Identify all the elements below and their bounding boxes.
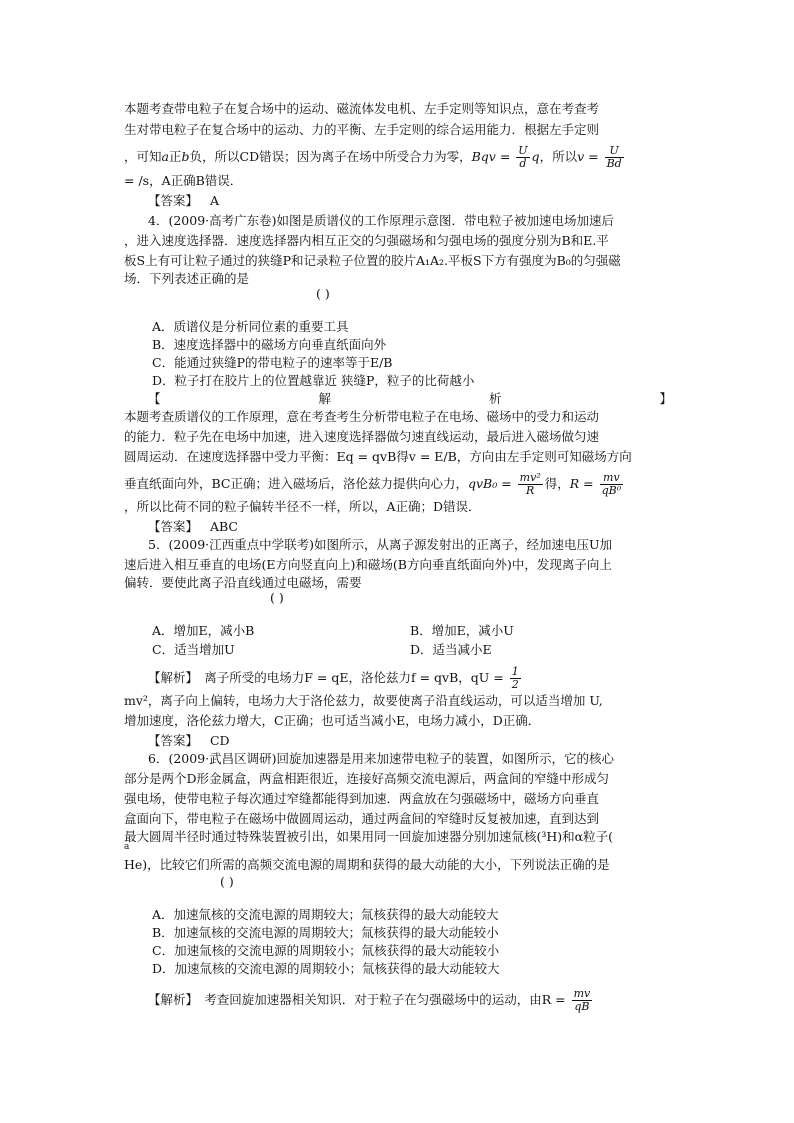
option-a: A．质谱仪是分析同位素的重要工具	[152, 319, 349, 334]
option-d: D．适当减小E	[410, 642, 492, 657]
option-a: A．增加E，减小B	[152, 623, 255, 638]
option-c: C．适当增加U	[152, 642, 235, 657]
explanation-heading: 【 解 析 】	[148, 391, 672, 406]
question-line: He)，比较它们所需的高频交流电源的周期和获得的最大动能的大小，下列说法正确的是	[124, 857, 610, 872]
text-line-formula: ，可知a正b负，所以CD错误；因为离子在场中所受合力为零，Bqv = $\frac{U}{d}$ q，所以v = $\frac{U}{Bd}$	[124, 145, 622, 170]
superscript-mark: a	[124, 842, 130, 852]
option-c: C．加速氚核的交流电源的周期较小；氚核获得的最大动能较小	[152, 943, 500, 958]
question-line: 偏转．要使此离子沿直线通过电磁场，需要	[124, 575, 362, 590]
answer-line: 【答案】 A	[148, 193, 219, 208]
explanation-line: 本题考查质谱仪的工作原理，意在考查考生分析带电粒子在电场、磁场中的受力和运动	[124, 409, 600, 424]
question-line: 5．(2009·江西重点中学联考)如图所示，从离子源发射出的正离子，经加速电压U加	[148, 537, 613, 552]
question-line: ，进入速度选择器．速度选择器内相互正交的匀强磁场和匀强电场的强度分别为B和E.平	[124, 233, 609, 248]
text-line: 生对带电粒子在复合场中的运动、力的平衡、左手定则的综合运用能力．根据左手定则	[124, 122, 600, 137]
explanation-formula-line: 【解析】 考查回旋加速器相关知识．对于粒子在匀强磁场中的运动，由R = $\frac{mv}{qB}$	[148, 988, 591, 1013]
fraction: $\frac{U}{d}$	[518, 145, 528, 170]
answer-line: 【答案】 ABC	[148, 519, 238, 534]
question-line: 6．(2009·武昌区调研)回旋加速器是用来加速带电粒子的装置，如图所示，它的核心	[148, 751, 614, 766]
explanation-line: 增加速度，洛伦兹力增大，C正确；也可适当减小E，电场力减小，D正确．	[124, 713, 541, 728]
option-a: A．加速氚核的交流电源的周期较大；氚核获得的最大动能较大	[152, 907, 499, 922]
explanation-line: mv²，离子向上偏转，电场力大于洛伦兹力，故要使离子沿直线运动，可以适当增加 U,	[124, 693, 603, 708]
option-d: D．粒子打在胶片上的位置越靠近 狭缝P，粒子的比荷越小	[152, 373, 475, 388]
question-line: 部分是两个D形金属盒，两盒相距很近，连接好高频交流电源后，两盒间的窄缝中形成匀	[124, 771, 610, 786]
answer-line: 【答案】 CD	[148, 733, 230, 748]
fraction: $\frac{\text{mv²}}{R}$	[519, 472, 541, 497]
option-b: B．速度选择器中的磁场方向垂直纸面向外	[152, 337, 387, 352]
text-line: 本题考查带电粒子在复合场中的运动、磁流体发电机、左手定则等知识点，意在考查考	[124, 101, 600, 116]
answer-paren: ( )	[316, 286, 330, 301]
fraction: $\frac{1}{2}$	[511, 666, 519, 691]
fraction: $\frac{U}{Bd}$	[606, 145, 622, 170]
explanation-line: 的能力．粒子先在电场中加速，进入速度选择器做匀速直线运动，最后进入磁场做匀速	[124, 429, 600, 444]
answer-paren: ( )	[270, 590, 284, 605]
option-b: B．加速氚核的交流电源的周期较大；氚核获得的最大动能较小	[152, 925, 499, 940]
explanation-formula-line: 【解析】 离子所受的电场力F = qE，洛伦兹力f = qvB，qU = $\frac{1}{2}$	[148, 666, 519, 691]
question-line: 板S上有可让粒子通过的狭缝P和记录粒子位置的胶片A₁A₂.平板S下方有强度为B₀的匀强磁	[124, 253, 621, 268]
question-line: 强电场，使带电粒子每次通过窄缝都能得到加速．两盒放在匀强磁场中，磁场方向垂直	[124, 791, 600, 806]
question-line: 速后进入相互垂直的电场(E方向竖直向上)和磁场(B方向垂直纸面向外)中，发现离子向上	[124, 557, 612, 572]
explanation-line: ，所以比荷不同的粒子偏转半径不一样，所以，A正确；D错误．	[124, 499, 481, 514]
question-line: 4．(2009·高考广东卷)如图是质谱仪的工作原理示意图．带电粒子被加速电场加速后	[148, 213, 614, 228]
question-line: 场．下列表述正确的是	[124, 271, 250, 286]
fraction: $\frac{mv}{qB}$	[573, 988, 591, 1013]
question-line: 最大圆周半径时通过特殊装置被引出，如果用同一回旋加速器分别加速氚核(³H)和α粒子(	[124, 829, 613, 844]
explanation-formula-line: 垂直纸面向外，BC正确；进入磁场后，洛伦兹力提供向心力，qvB₀ = $\frac{\text{mv²}}{R}$ 得，R = $\frac{mv}{\text{qB⁰}}$	[124, 472, 622, 497]
option-d: D．加速氚核的交流电源的周期较小；氚核获得的最大动能较大	[152, 961, 500, 976]
option-c: C．能通过狭缝P的带电粒子的速率等于E/B	[152, 355, 393, 370]
fraction: $\frac{mv}{\text{qB⁰}}$	[601, 472, 622, 497]
answer-paren: ( )	[220, 874, 234, 889]
text-line: = /s，A正确B错误．	[124, 173, 243, 188]
explanation-line: 圆周运动．在速度选择器中受力平衡：Eq = qvB得v = E/B，方向由左手定则可知磁场方向	[124, 449, 632, 464]
option-b: B．增加E，减小U	[410, 623, 514, 638]
question-line: 盒面向下，带电粒子在磁场中做圆周运动，通过两盒间的窄缝时反复被加速，直到达到	[124, 811, 600, 826]
